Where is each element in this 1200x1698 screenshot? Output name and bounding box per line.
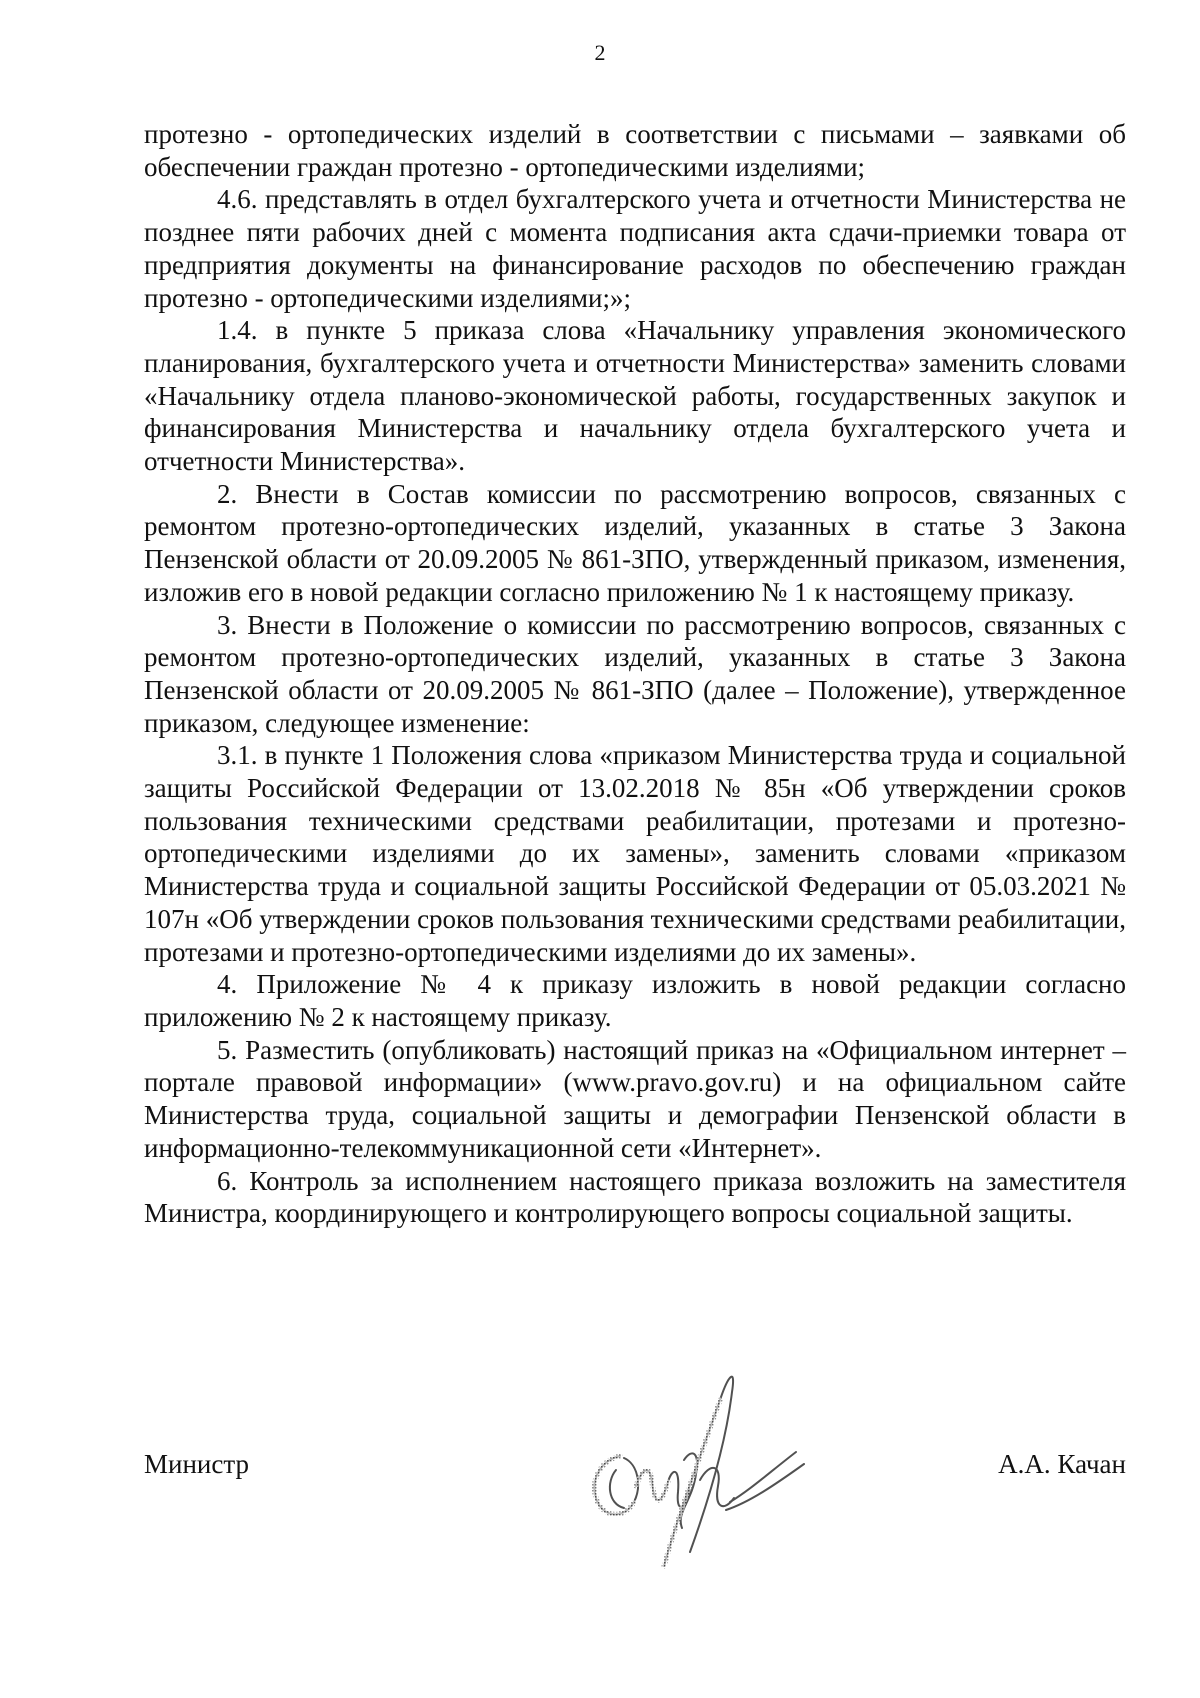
paragraph-item-2: 2. Внести в Состав комиссии по рассмотрению вопросов, связанных с ремонтом протезно-ортопедических изделий, указанных в статье 3 Закона Пензенской области от 20.09.2005 № 861-ЗПО, утвержденный приказом, изменения, изложив его в новой редакции согласно приложению № 1 к настоящему приказу. [144, 478, 1126, 607]
signer-title: Министр [144, 1449, 249, 1479]
page-number: 2 [594, 40, 606, 65]
paragraph-item-6: 6. Контроль за исполнением настоящего приказа возложить на заместителя Министра, координирующего и контролирующего вопросы социальной защиты. [144, 1165, 1126, 1229]
paragraph-item-4: 4. Приложение № 4 к приказу изложить в новой редакции согласно приложению № 2 к настоящему приказу. [144, 969, 1126, 1032]
paragraph-continuation: протезно - ортопедических изделий в соответствии с письмами – заявками об обеспечении граждан протезно - ортопедическими изделиями; [144, 119, 1126, 182]
signer-name: А.А. Качан [998, 1449, 1126, 1479]
paragraph-item-5: 5. Разместить (опубликовать) настоящий приказ на «Официальном интернет – портале правовой информации» (www.pravo.gov.ru) и на официальном сайте Министерства труда, социальной защиты и демографии Пензенской области в информационно-телекоммуникационной сети «Интернет». [144, 1034, 1126, 1163]
document-body [144, 118, 1126, 1230]
paragraph-item-3-1: 3.1. в пункте 1 Положения слова «приказом Министерства труда и социальной защиты Российской Федерации от 13.02.2018 № 85н «Об утверждении сроков пользования техническими средствами реабилитации, протезами и протезно-ортопедическими изделиями до их замены», заменить словами «приказом Министерства труда и социальной защиты Российской Федерации от 05.03.2021 № 107н «Об утверждении сроков пользования техническими средствами реабилитации, протезами и протезно-ортопедическими изделиями до их замены». [144, 740, 1126, 967]
paragraph-item-3: 3. Внести в Положение о комиссии по рассмотрению вопросов, связанных с ремонтом протезно-ортопедических изделий, указанных в статье 3 Закона Пензенской области от 20.09.2005 № 861-ЗПО (далее – Положение), утвержденное приказом, следующее изменение: [144, 609, 1126, 738]
handwritten-signature [580, 1352, 810, 1582]
paragraph-item-4-6: 4.6. представлять в отдел бухгалтерского учета и отчетности Министерства не позднее пяти рабочих дней с момента подписания акта сдачи-приемки товара от предприятия документы на финансирование расходов по обеспечению граждан протезно - ортопедическими изделиями;»; [144, 184, 1126, 313]
paragraph-item-1-4: 1.4. в пункте 5 приказа слова «Начальнику управления экономического планирования, бухгалтерского учета и отчетности Министерства» заменить словами «Начальнику отдела планово-экономической работы, государственных закупок и финансирования Министерства и начальнику отдела бухгалтерского учета и отчетности Министерства». [144, 315, 1126, 477]
